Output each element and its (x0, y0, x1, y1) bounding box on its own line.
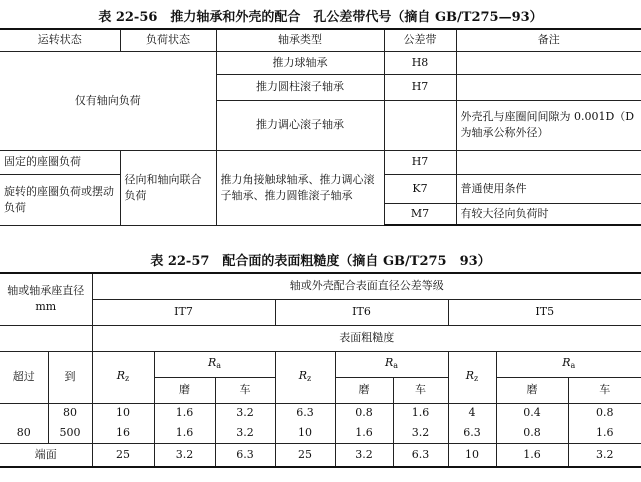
k7-remark: 普通使用条件 (456, 174, 641, 203)
m7-tolerance: M7 (384, 203, 456, 225)
table1-title: 表 22-56 推力轴承和外壳的配合 孔公差带代号（摘自 GB/T275—93） (98, 10, 543, 25)
empty-remark (456, 51, 641, 74)
diameter-header: 轴或轴承座直径 mm (0, 273, 92, 325)
empty-remark (456, 74, 641, 100)
ball-thrust-tolerance: H8 (384, 51, 456, 74)
row1-val: 1.6 (154, 403, 215, 423)
rz-it6 (275, 351, 335, 403)
ra-symbol: R (562, 355, 571, 369)
header-load-state: 负荷状态 (120, 29, 216, 51)
row2-val: 1.6 (335, 423, 393, 443)
header-bearing-type: 轴承类型 (216, 29, 384, 51)
ra-subscript: a (393, 360, 399, 370)
row2-val: 3.2 (393, 423, 448, 443)
header-run-state: 运转状态 (0, 29, 120, 51)
row1-val: 3.2 (215, 403, 275, 423)
grade-it6: IT6 (275, 299, 448, 325)
row1-over (0, 403, 48, 423)
row3-val: 3.2 (154, 443, 215, 467)
row1-val: 1.6 (393, 403, 448, 423)
rotating-ring-load: 旋转的座圈负荷或摆动负荷 (0, 174, 120, 225)
turn-it5: 车 (568, 377, 641, 403)
ra-it6 (335, 351, 448, 377)
rz-symbol: R (116, 368, 126, 382)
row3-val: 25 (275, 443, 335, 467)
k7-tolerance: K7 (384, 174, 456, 203)
over-header: 超过 (0, 351, 48, 403)
header-tolerance: 公差带 (384, 29, 456, 51)
empty-remark (456, 150, 641, 174)
grind-it6: 磨 (335, 377, 393, 403)
cyl-thrust-bearing: 推力圆柱滚子轴承 (216, 74, 384, 100)
row1-val: 10 (92, 403, 154, 423)
grind-it5: 磨 (496, 377, 568, 403)
row1-val: 0.8 (335, 403, 393, 423)
table-row (0, 403, 641, 423)
row3-val: 6.3 (393, 443, 448, 467)
combined-bearing-types: 推力角接触球轴承、推力调心滚子轴承、推力圆锥滚子轴承 (216, 150, 384, 225)
rz-it7 (92, 351, 154, 403)
axial-only-load: 仅有轴向负荷 (0, 51, 216, 150)
table-row (0, 443, 641, 467)
empty-cell (0, 325, 92, 351)
table2-title: 表 22-57 配合面的表面粗糙度（摘自 GB/T275 93） (150, 254, 491, 269)
ra-it7 (154, 351, 275, 377)
rz-subscript: z (474, 373, 479, 383)
rz-symbol: R (465, 368, 475, 382)
row2-val: 10 (275, 423, 335, 443)
rz-it5 (448, 351, 496, 403)
row2-val: 1.6 (154, 423, 215, 443)
row3-val: 6.3 (215, 443, 275, 467)
grade-header: 轴或外壳配合表面直径公差等级 (92, 273, 641, 299)
cyl-thrust-tolerance: H7 (384, 74, 456, 100)
row3-val: 3.2 (335, 443, 393, 467)
row1-to: 80 (48, 403, 92, 423)
rz-symbol: R (298, 368, 308, 382)
rz-subscript: z (307, 373, 312, 383)
table1 (0, 28, 641, 226)
grade-it5: IT5 (448, 299, 641, 325)
row2-val: 3.2 (215, 423, 275, 443)
table-row (0, 423, 641, 443)
header-remarks: 备注 (456, 29, 641, 51)
row3-val: 10 (448, 443, 496, 467)
row1-val: 4 (448, 403, 496, 423)
row3-val: 25 (92, 443, 154, 467)
spherical-thrust-tolerance (384, 100, 456, 150)
combined-load: 径向和轴向联合负荷 (120, 150, 216, 225)
rz-subscript: z (125, 373, 130, 383)
row3-val: 3.2 (568, 443, 641, 467)
spherical-thrust-bearing: 推力调心滚子轴承 (216, 100, 384, 150)
ball-thrust-bearing: 推力球轴承 (216, 51, 384, 74)
turn-it6: 车 (393, 377, 448, 403)
ra-symbol: R (207, 355, 217, 369)
turn-it7: 车 (215, 377, 275, 403)
m7-remark: 有较大径向负荷时 (456, 203, 641, 225)
ra-subscript: a (570, 360, 576, 370)
ra-symbol: R (384, 355, 394, 369)
row2-to: 500 (48, 423, 92, 443)
h7-tolerance: H7 (384, 150, 456, 174)
spherical-remark: 外壳孔与座圈间间隙为 0.001D（D 为轴承公称外径） (456, 100, 641, 150)
to-header: 到 (48, 351, 92, 403)
row2-val: 0.8 (496, 423, 568, 443)
grind-it7: 磨 (154, 377, 215, 403)
row1-val: 6.3 (275, 403, 335, 423)
row3-val: 1.6 (496, 443, 568, 467)
grade-it7: IT7 (92, 299, 275, 325)
row1-val: 0.4 (496, 403, 568, 423)
row2-val: 6.3 (448, 423, 496, 443)
fixed-ring-load: 固定的座圈负荷 (0, 150, 120, 174)
ra-subscript: a (216, 360, 222, 370)
row2-val: 1.6 (568, 423, 641, 443)
row1-val: 0.8 (568, 403, 641, 423)
roughness-header: 表面粗糙度 (92, 325, 641, 351)
row2-over: 80 (0, 423, 48, 443)
row2-val: 16 (92, 423, 154, 443)
end-face-label: 端面 (0, 443, 92, 467)
table2 (0, 272, 641, 468)
ra-it5 (496, 351, 641, 377)
